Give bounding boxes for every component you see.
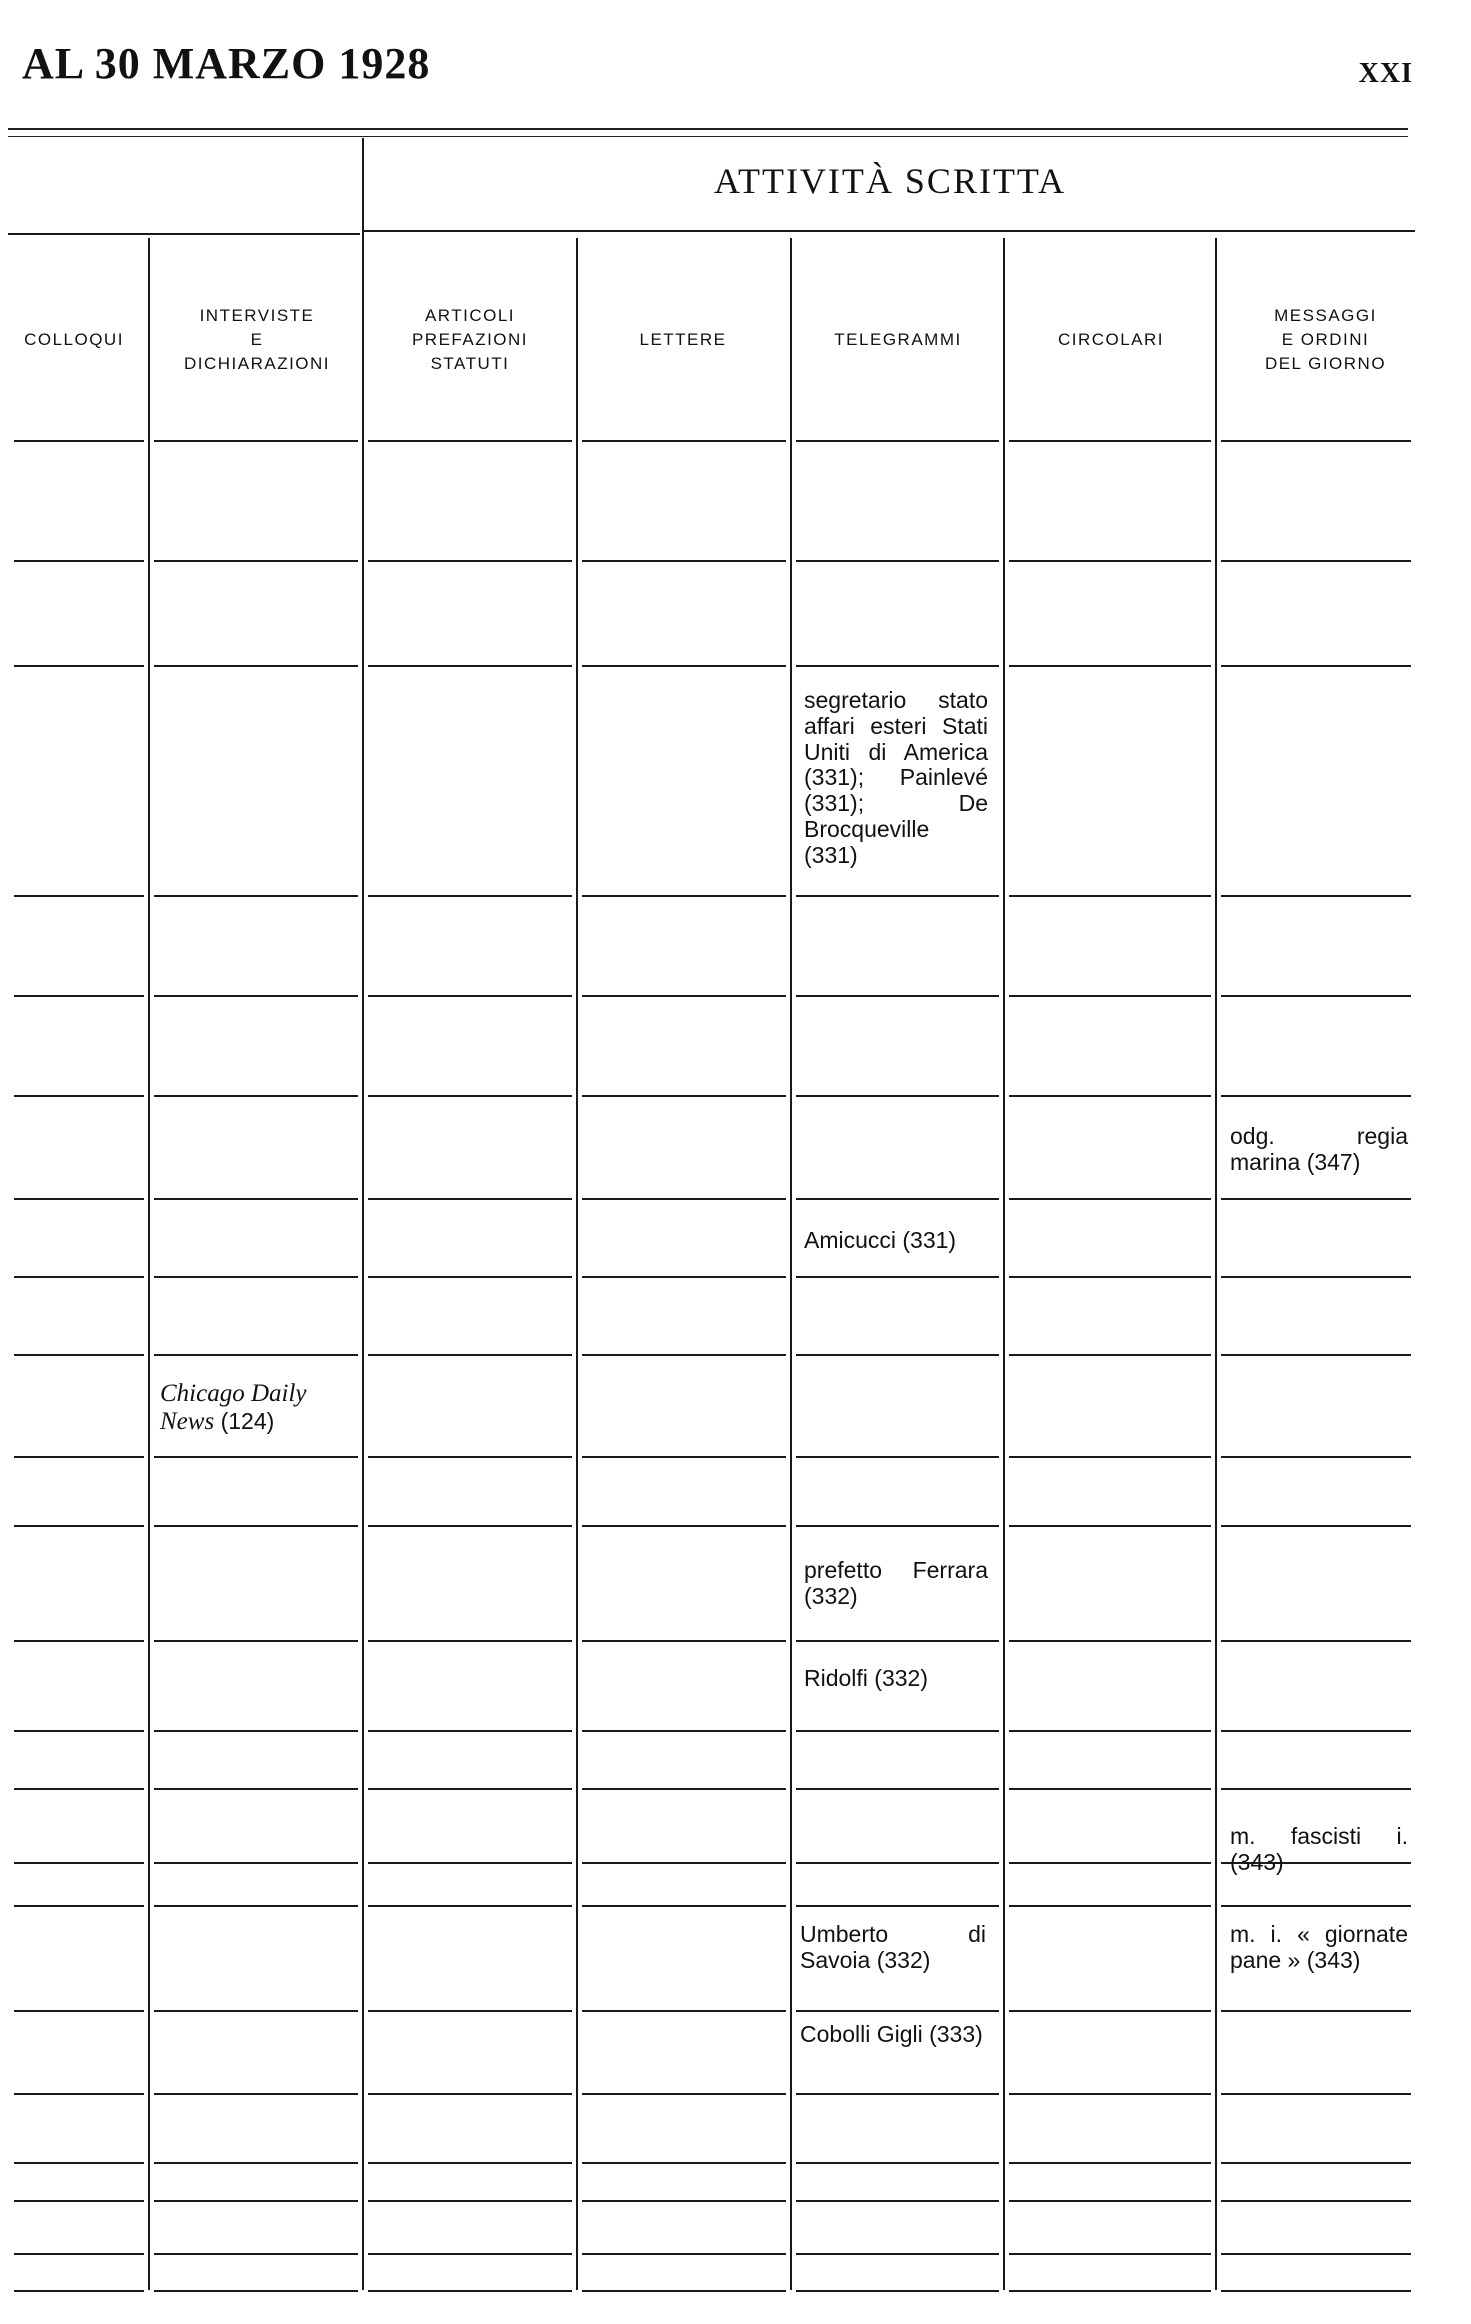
row-rule xyxy=(1009,1456,1211,1458)
row-rule xyxy=(1009,1788,1211,1790)
row-rule xyxy=(796,2290,999,2292)
row-rule xyxy=(154,2200,358,2202)
row-rule xyxy=(796,1640,999,1642)
row-rule xyxy=(796,1788,999,1790)
page-number: XXI xyxy=(1358,58,1413,89)
row-rule xyxy=(368,2253,572,2255)
entry-telegramma-amicucci: Amicucci (331) xyxy=(804,1227,957,1253)
row-rule xyxy=(14,1354,144,1356)
row-rule xyxy=(368,1198,572,1200)
row-rule xyxy=(1221,440,1411,442)
row-rule xyxy=(1009,2010,1211,2012)
row-rule xyxy=(1009,2200,1211,2202)
row-rule xyxy=(14,895,144,897)
row-rule xyxy=(796,2200,999,2202)
row-rule xyxy=(582,1456,786,1458)
entry-messaggio-fascisti: m. fascisti i. (343) xyxy=(1230,1823,1408,1875)
entry-messaggio-giornate-pane: m. i. « giornate pane » (343) xyxy=(1230,1921,1408,1973)
row-rule xyxy=(154,1905,358,1907)
row-rule xyxy=(1221,895,1411,897)
newspaper-title: Chicago Daily News xyxy=(160,1380,307,1435)
row-rule xyxy=(14,2093,144,2095)
row-rule xyxy=(796,1198,999,1200)
column-divider xyxy=(148,238,150,2290)
row-rule xyxy=(582,1198,786,1200)
row-rule xyxy=(154,560,358,562)
row-rule xyxy=(796,1456,999,1458)
column-divider xyxy=(1003,238,1005,2290)
row-rule xyxy=(582,1525,786,1527)
row-rule xyxy=(14,440,144,442)
row-rule xyxy=(1221,2253,1411,2255)
row-rule xyxy=(1221,1354,1411,1356)
column-header-interviste: INTERVISTE E DICHIARAZIONI xyxy=(183,306,331,373)
row-rule xyxy=(1221,1095,1411,1097)
row-rule xyxy=(796,995,999,997)
row-rule xyxy=(1009,440,1211,442)
row-rule xyxy=(796,2093,999,2095)
row-rule xyxy=(796,1730,999,1732)
row-rule xyxy=(796,1525,999,1527)
row-rule xyxy=(1221,1730,1411,1732)
row-rule xyxy=(154,995,358,997)
row-rule xyxy=(1009,560,1211,562)
row-rule xyxy=(796,895,999,897)
row-rule xyxy=(14,2253,144,2255)
row-rule xyxy=(154,1276,358,1278)
entry-telegramma-ridolfi: Ridolfi (332) xyxy=(804,1665,928,1691)
row-rule xyxy=(1009,1198,1211,1200)
row-rule xyxy=(154,2290,358,2292)
row-rule xyxy=(582,1095,786,1097)
row-rule xyxy=(368,995,572,997)
row-rule xyxy=(154,895,358,897)
row-rule xyxy=(582,2162,786,2164)
column-header-circolari: CIRCOLARI xyxy=(1057,330,1165,350)
row-rule xyxy=(368,2200,572,2202)
row-rule xyxy=(582,995,786,997)
row-rule xyxy=(796,2162,999,2164)
row-rule xyxy=(1009,995,1211,997)
row-rule xyxy=(14,2162,144,2164)
row-rule xyxy=(368,2010,572,2012)
row-rule xyxy=(154,2093,358,2095)
row-rule xyxy=(582,2200,786,2202)
row-rule xyxy=(154,2010,358,2012)
row-rule xyxy=(368,1905,572,1907)
row-rule xyxy=(368,1862,572,1864)
row-rule xyxy=(796,2010,999,2012)
row-rule xyxy=(154,1095,358,1097)
column-divider xyxy=(1215,238,1217,2290)
row-rule xyxy=(1221,560,1411,562)
row-rule xyxy=(154,1354,358,1356)
row-rule xyxy=(14,1095,144,1097)
row-rule xyxy=(1009,1862,1211,1864)
row-rule xyxy=(14,1456,144,1458)
row-rule xyxy=(796,1862,999,1864)
row-rule xyxy=(1009,1730,1211,1732)
row-rule xyxy=(1009,895,1211,897)
entry-intervista-chicago-daily-news xyxy=(160,1380,340,1436)
row-rule xyxy=(582,895,786,897)
row-rule xyxy=(582,2290,786,2292)
row-rule xyxy=(368,1640,572,1642)
row-rule xyxy=(14,1640,144,1642)
header-rule-left xyxy=(8,233,360,235)
row-rule xyxy=(582,1862,786,1864)
row-rule xyxy=(582,1276,786,1278)
row-rule xyxy=(154,1730,358,1732)
row-rule xyxy=(14,1525,144,1527)
row-rule xyxy=(368,1525,572,1527)
row-rule xyxy=(582,440,786,442)
row-rule xyxy=(368,1276,572,1278)
row-rule xyxy=(368,440,572,442)
row-rule xyxy=(14,2010,144,2012)
column-divider xyxy=(362,138,364,2290)
row-rule xyxy=(154,665,358,667)
section-title-rule xyxy=(362,230,1415,232)
entry-telegramma-stati-uniti: segretario stato affari esteri Stati Uniti di America (331); Painlevé (331); De Brocqueville (331) xyxy=(804,687,988,868)
row-rule xyxy=(14,995,144,997)
row-rule xyxy=(582,1354,786,1356)
row-rule xyxy=(368,1788,572,1790)
row-rule xyxy=(796,1095,999,1097)
row-rule xyxy=(1009,665,1211,667)
row-rule xyxy=(1009,1905,1211,1907)
row-rule xyxy=(154,2253,358,2255)
row-rule xyxy=(14,665,144,667)
row-rule xyxy=(14,1198,144,1200)
entry-reference: (124) xyxy=(220,1408,275,1434)
row-rule xyxy=(368,1730,572,1732)
row-rule xyxy=(582,1788,786,1790)
column-header-messaggi: MESSAGGI E ORDINI DEL GIORNO xyxy=(1264,306,1387,373)
row-rule xyxy=(1009,2162,1211,2164)
row-rule xyxy=(368,1095,572,1097)
row-rule xyxy=(1221,1788,1411,1790)
row-rule xyxy=(1221,1525,1411,1527)
row-rule xyxy=(368,665,572,667)
row-rule xyxy=(368,2093,572,2095)
row-rule xyxy=(154,1198,358,1200)
top-rule xyxy=(8,128,1408,130)
row-rule xyxy=(154,2162,358,2164)
row-rule xyxy=(1221,2162,1411,2164)
entry-messaggio-regia-marina: odg. regia marina (347) xyxy=(1230,1123,1408,1175)
row-rule xyxy=(14,2290,144,2292)
row-rule xyxy=(1221,1198,1411,1200)
row-rule xyxy=(1221,1276,1411,1278)
row-rule xyxy=(368,895,572,897)
row-rule xyxy=(582,1730,786,1732)
row-rule xyxy=(1221,1456,1411,1458)
row-rule xyxy=(582,2253,786,2255)
row-rule xyxy=(154,1525,358,1527)
row-rule xyxy=(14,560,144,562)
row-rule xyxy=(1221,2200,1411,2202)
row-rule xyxy=(796,1905,999,1907)
row-rule xyxy=(582,665,786,667)
row-rule xyxy=(1009,1095,1211,1097)
row-rule xyxy=(1009,1276,1211,1278)
row-rule xyxy=(154,1456,358,1458)
column-divider xyxy=(790,238,792,2290)
column-header-colloqui: COLLOQUI xyxy=(24,330,124,350)
row-rule xyxy=(796,1354,999,1356)
column-header-lettere: LETTERE xyxy=(639,330,727,350)
row-rule xyxy=(1009,2093,1211,2095)
row-rule xyxy=(154,440,358,442)
row-rule xyxy=(1221,2290,1411,2292)
row-rule xyxy=(14,1905,144,1907)
row-rule xyxy=(154,1862,358,1864)
row-rule xyxy=(796,665,999,667)
entry-telegramma-umberto-di-savoia: Umberto di Savoia (332) xyxy=(800,1921,986,1973)
column-header-telegrammi: TELEGRAMMI xyxy=(834,330,962,350)
row-rule xyxy=(154,1640,358,1642)
row-rule xyxy=(14,1788,144,1790)
column-header-articoli: ARTICOLI PREFAZIONI STATUTI xyxy=(411,306,529,373)
row-rule xyxy=(582,560,786,562)
row-rule xyxy=(1009,2290,1211,2292)
top-rule-thin xyxy=(8,136,1408,137)
row-rule xyxy=(1221,665,1411,667)
column-divider xyxy=(576,238,578,2290)
row-rule xyxy=(582,2093,786,2095)
row-rule xyxy=(796,440,999,442)
row-rule xyxy=(1221,2093,1411,2095)
row-rule xyxy=(1009,1525,1211,1527)
row-rule xyxy=(14,2200,144,2202)
row-rule xyxy=(14,1276,144,1278)
row-rule xyxy=(1221,995,1411,997)
row-rule xyxy=(1221,2010,1411,2012)
row-rule xyxy=(1009,1640,1211,1642)
entry-telegramma-prefetto-ferrara: prefetto Ferrara (332) xyxy=(804,1557,988,1609)
row-rule xyxy=(582,1640,786,1642)
row-rule xyxy=(1221,1640,1411,1642)
row-rule xyxy=(368,2162,572,2164)
row-rule xyxy=(154,1788,358,1790)
row-rule xyxy=(368,560,572,562)
row-rule xyxy=(796,1276,999,1278)
row-rule xyxy=(14,1862,144,1864)
row-rule xyxy=(796,560,999,562)
row-rule xyxy=(582,1905,786,1907)
row-rule xyxy=(368,1456,572,1458)
row-rule xyxy=(796,2253,999,2255)
row-rule xyxy=(582,2010,786,2012)
row-rule xyxy=(368,1354,572,1356)
row-rule xyxy=(1009,1354,1211,1356)
row-rule xyxy=(1009,2253,1211,2255)
row-rule xyxy=(14,1730,144,1732)
running-head-date: AL 30 MARZO 1928 xyxy=(22,39,431,88)
section-title: ATTIVITÀ SCRITTA xyxy=(713,161,1067,201)
entry-telegramma-cobolli-gigli: Cobolli Gigli (333) xyxy=(800,2021,983,2047)
row-rule xyxy=(1221,1905,1411,1907)
row-rule xyxy=(368,2290,572,2292)
